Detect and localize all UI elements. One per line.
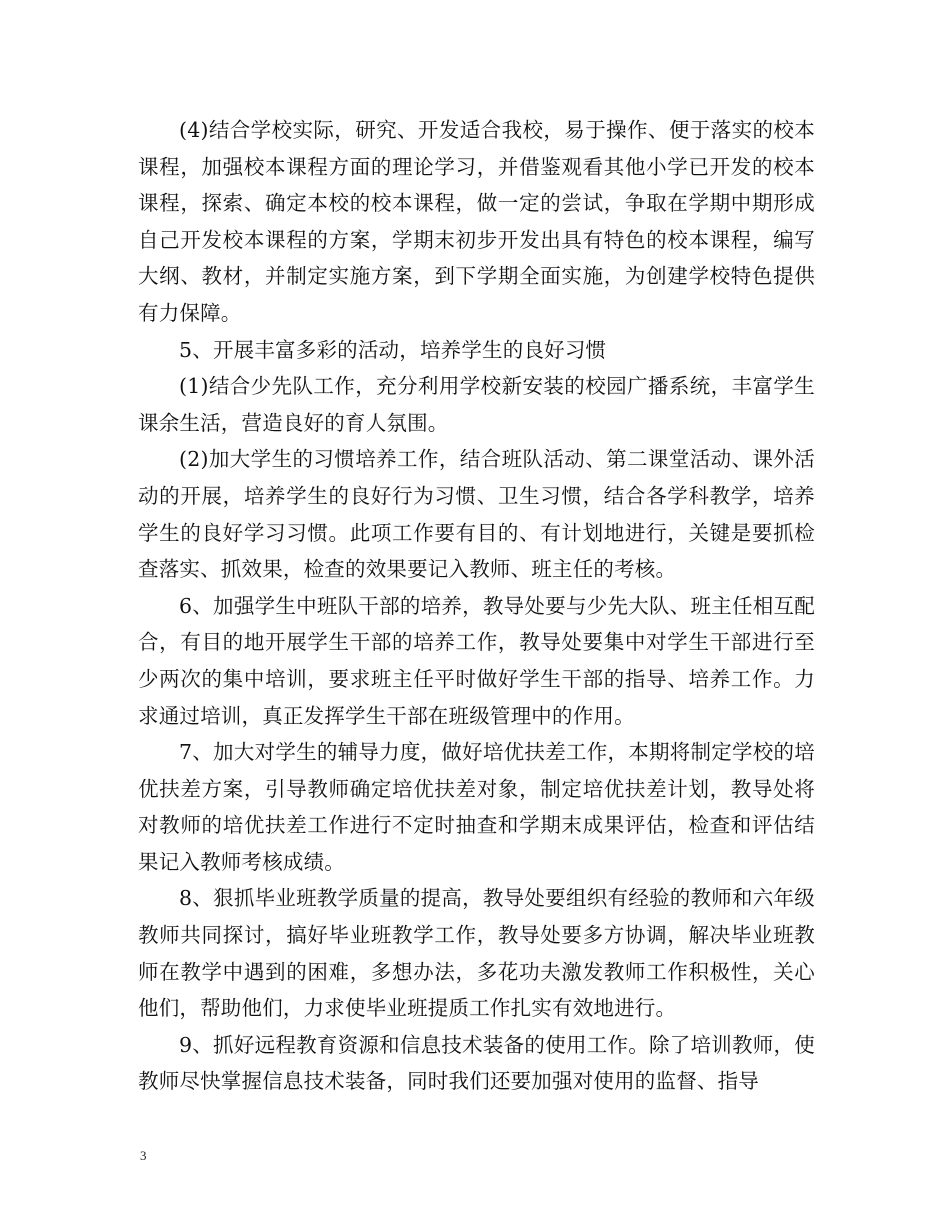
paragraph-heading-5-activities: 5、开展丰富多彩的活动，培养学生的良好习惯 — [179, 337, 607, 362]
paragraph-item-1-young-pioneers: (1)结合少先队工作，充分利用学校新安装的校园广播系统，丰富学生课余生活，营造良好的育人氛围。 — [138, 374, 815, 435]
paragraph-8-graduating-class: 8、狠抓毕业班教学质量的提高，教导处要组织有经验的教师和六年级教师共同探讨，搞好毕业班教学工作，教导处要多方协调，解决毕业班教师在教学中遇到的困难，多想办法，多花功夫激发教师工作积极性，关心他们，帮助他们，力求使毕业班提质工作扎实有效地进行。 — [138, 886, 815, 1021]
paragraph-7-tutoring: 7、加大对学生的辅导力度，做好培优扶差工作，本期将制定学校的培优扶差方案，引导教师确定培优扶差对象，制定培优扶差计划，教导处将对教师的培优扶差工作进行不定时抽查和学期末成果评估，检查和评估结果记入教师考核成绩。 — [138, 740, 815, 874]
paragraph-item-4-course: (4)结合学校实际，研究、开发适合我校，易于操作、便于落实的校本课程，加强校本课程方面的理论学习，并借鉴观看其他小学已开发的校本课程，探索、确定本校的校本课程，做一定的尝试，争取在学期中期形成自己开发校本课程的方案，学期末初步开发出具有特色的校本课程，编写大纲、教材，并制定实施方案，到下学期全面实施，为创建学校特色提供有力保障。 — [138, 118, 815, 325]
document-body — [138, 112, 815, 1100]
paragraph-item-2-habits: (2)加大学生的习惯培养工作，结合班队活动、第二课堂活动、课外活动的开展，培养学生的良好行为习惯、卫生习惯，结合各学科教学，培养学生的良好学习习惯。此项工作要有目的、有计划地进行，关键是要抓检查落实、抓效果，检查的效果要记入教师、班主任的考核。 — [138, 447, 815, 582]
paragraph-6-student-cadres: 6、加强学生中班队干部的培养，教导处要与少先大队、班主任相互配合，有目的地开展学生干部的培养工作，教导处要集中对学生干部进行至少两次的集中培训，要求班主任平时做好学生干部的指导、培养工作。力求通过培训，真正发挥学生干部在班级管理中的作用。 — [138, 593, 815, 728]
paragraph-9-distance-education: 9、抓好远程教育资源和信息技术装备的使用工作。除了培训教师，使教师尽快掌握信息技术装备，同时我们还要加强对使用的监督、指导 — [138, 1032, 815, 1094]
page-number: 3 — [140, 1148, 147, 1163]
